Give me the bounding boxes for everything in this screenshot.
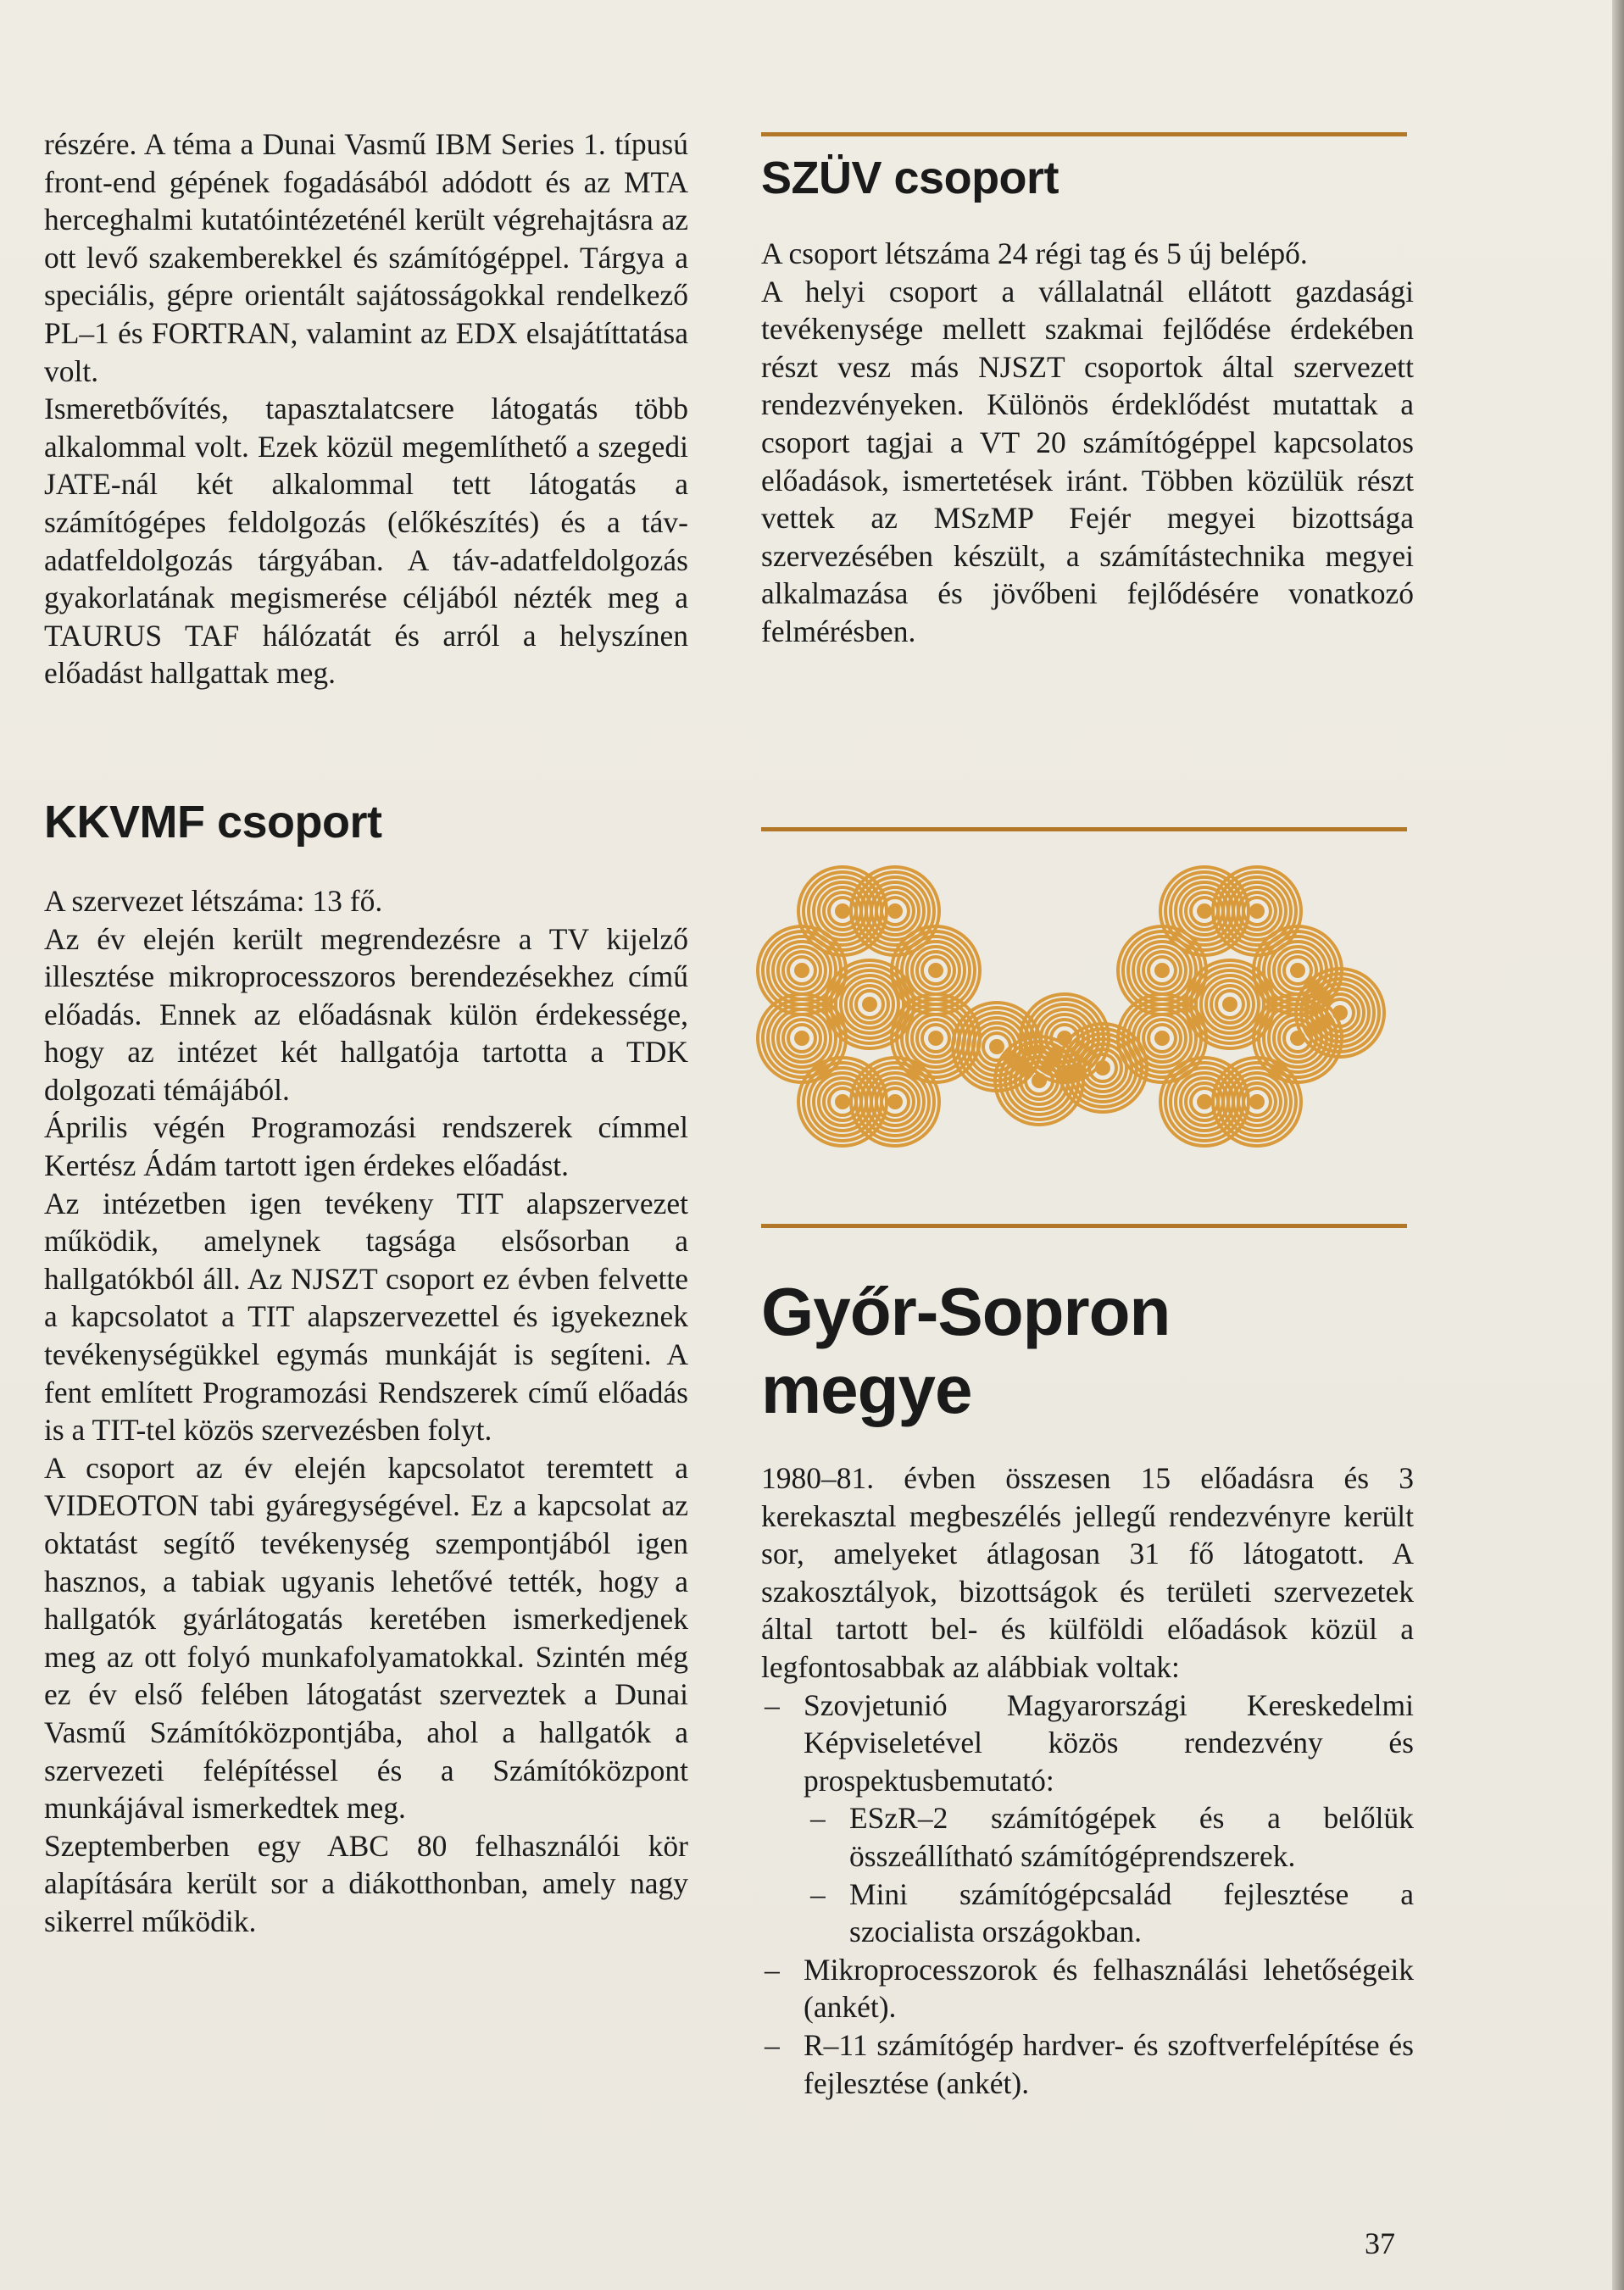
list-item-text: R–11 számítógép hardver- és szoftverfelépítése és fejlesztése (ankét). bbox=[804, 2027, 1414, 2100]
kkvmf-paragraph-1: A szervezet létszáma: 13 fő. bbox=[44, 883, 383, 918]
kkvmf-paragraph-5: A csoport az év elején kapcsolatot teremtett a VIDEOTON tabi gyáregységével. Ez a kapcsolat az oktatást segítő tevékenység szempontjából igen hasznos, a tabiak ugyanis lehetővé tették, hogy a hallgatók gyárlátogatás keretében ismerkedjenek meg az ott folyó munkafolyamatokkal. Szintén még ez év első felében látogatást szerveztek a Dunai Vasmű Számítóközpontjába, ahol a hallgatók a szervezeti felépítéssel és a Számítóközpont munkájával ismerkedtek meg. bbox=[44, 1450, 688, 1826]
page-number: 37 bbox=[1365, 2226, 1395, 2260]
szuv-heading: SZÜV csoport bbox=[761, 153, 1059, 203]
intro-paragraph: részére. A téma a Dunai Vasmű IBM Series 1. típusú front-end gépének fogadásából adódott és az MTA herceghalmi kutatóintézeténél került végrehajtásra az ott levő szakemberekkel és számítógéppel. Tárgya a speciális, gépre orientált sajátosságokkal rendelkező PL–1 és FORTRAN, valamint az EDX elsajátíttatása volt. bbox=[44, 127, 688, 388]
list-item bbox=[761, 1951, 1414, 2026]
kkvmf-paragraph-3: Április végén Programozási rendszerek címmel Kertész Ádám tartott igen érdekes előadást. bbox=[44, 1110, 688, 1183]
top-rule bbox=[761, 132, 1407, 136]
bullet-dash: – bbox=[765, 1687, 780, 1722]
page-edge-shadow bbox=[1612, 0, 1624, 2290]
ornament-top-rule bbox=[761, 827, 1407, 831]
ornament-bottom-rule bbox=[761, 1224, 1407, 1228]
bullet-dash: – bbox=[810, 1801, 826, 1836]
right-column bbox=[761, 125, 1414, 2100]
bullet-dash: – bbox=[765, 2027, 780, 2062]
szuv-paragraph-2: A helyi csoport a vállalatnál ellátott gazdasági tevékenysége mellett szakmai fejlődése érdekében részt vesz más NJSZT csoportok által szervezett rendezvényeken. Különös érdeklődést mutattak a csoport tagjai a VT 20 számítógéppel kapcsolatos előadások, ismertetések iránt. Többen közülük részt vettek az MSzMP Fejér megyei bizottsága szervezésében készült, a számítástechnika megyei alkalmazása és jövőbeni fejlődésére vonatkozó felmérésben. bbox=[761, 274, 1414, 648]
gyor-intro: 1980–81. évben összesen 15 előadásra és 3 kerekasztal megbeszélés jellegű rendezvényre került sor, amelyeket átlagosan 31 fő látogatott. A szakosztályok, bizottságok és területi szervezetek által tartott bel- és külföldi előadások közül a legfontosabbak az alábbiak voltak: bbox=[761, 1461, 1414, 1684]
list-item bbox=[761, 1687, 1414, 1800]
list-item-text: Szovjetunió Magyarországi Kereskedelmi Képviseletével közös rendezvény és prospektusbemutató: bbox=[804, 1687, 1414, 1798]
kkvmf-paragraph-6: Szeptemberben egy ABC 80 felhasználói kör alapítására került sor a diákotthonban, amely nagy sikerrel működik. bbox=[44, 1828, 688, 1938]
left-column bbox=[44, 125, 688, 1941]
gyor-heading-line2: megye bbox=[761, 1352, 972, 1427]
ismeret-paragraph: Ismeretbővítés, tapasztalatcsere látogatás több alkalommal volt. Ezek közül megemlíthető a szegedi JATE-nál két alkalommal tett látogatás a számítógépes feldolgozás (előkészítés) és a táv-adatfeldolgozás tárgyában. A táv-adatfeldolgozás gyakorlatának megismerése céljából nézték meg a TAURUS TAF hálózatát és arról a helyszínen előadást hallgattak meg. bbox=[44, 392, 688, 691]
list-item-text: ESzR–2 számítógépek és a belőlük összeállítható számítógéprendszerek. bbox=[849, 1801, 1414, 1873]
kkvmf-paragraph-4: Az intézetben igen tevékeny TIT alapszervezet működik, amelynek tagsága elsősorban a hallgatókból áll. Az NJSZT csoport ez évben felvette a kapcsolatot a TIT alapszervezettel és igyekeznek tevékenységükkel egymás munkáját is segíteni. A fent említett Programozási Rendszerek című előadás is a TIT-tel közös szervezésben folyt. bbox=[44, 1186, 688, 1448]
circle-ornament-icon bbox=[717, 848, 1446, 1220]
gyor-heading-line1: Győr-Sopron bbox=[761, 1274, 1171, 1349]
kkvmf-paragraph-2: Az év elején került megrendezésre a TV kijelző illesztése mikroprocesszoros berendezésekhez című előadás. Ennek az előadásnak külön érdekessége, hogy az intézet két hallgatója tartotta a TDK dolgozati témájából. bbox=[44, 921, 688, 1107]
list-item bbox=[761, 2026, 1414, 2102]
list-item bbox=[761, 1876, 1414, 1951]
bullet-dash: – bbox=[810, 1876, 826, 1911]
kkvmf-heading: KKVMF csoport bbox=[44, 796, 382, 848]
szuv-paragraph-1: A csoport létszáma 24 régi tag és 5 új belépő. bbox=[761, 236, 1308, 270]
event-list bbox=[761, 1687, 1414, 2103]
bullet-dash: – bbox=[765, 1952, 780, 1987]
list-item-text: Mini számítógépcsalád fejlesztése a szocialista országokban. bbox=[849, 1876, 1414, 1949]
gyor-section bbox=[761, 1273, 1414, 2102]
list-item bbox=[761, 1799, 1414, 1875]
list-item-text: Mikroprocesszorok és felhasználási lehetőségeik (ankét). bbox=[804, 1952, 1414, 2025]
